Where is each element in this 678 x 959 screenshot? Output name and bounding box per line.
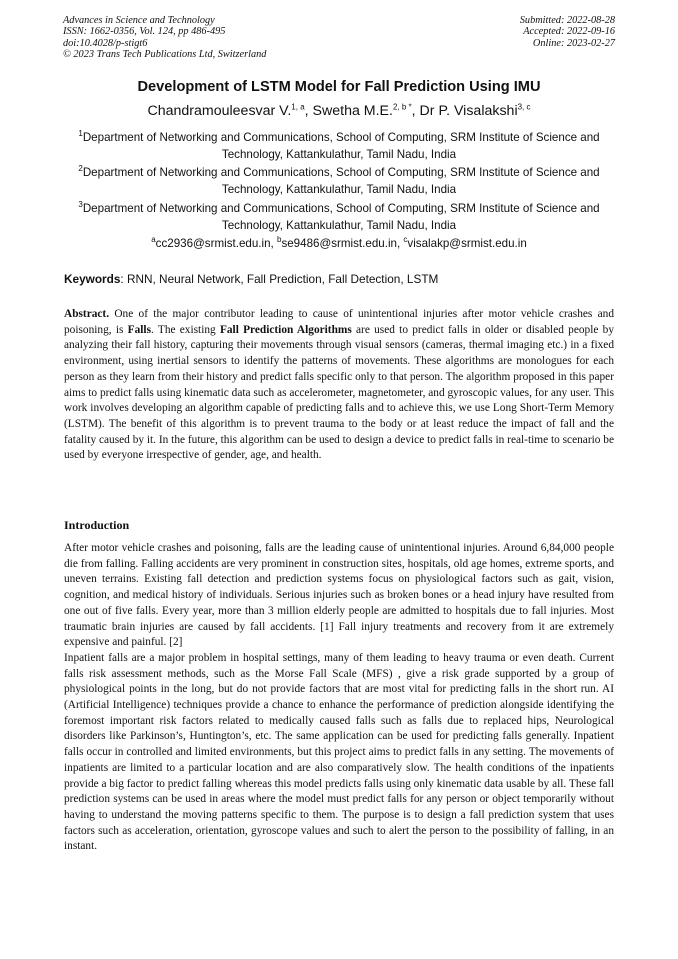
online-date: Online: 2023-02-27 xyxy=(532,37,615,49)
section-heading: Introduction xyxy=(64,518,130,532)
doi-line: doi:10.4028/p-stigt6 xyxy=(63,37,148,49)
abstract-bold: Falls xyxy=(127,323,151,336)
affiliation xyxy=(64,164,614,198)
keywords-line xyxy=(64,272,614,286)
affiliation-text: Department of Networking and Communications, School of Computing, SRM Institute of Science and Technology, Kattankulathur, Tamil Nadu, India xyxy=(82,202,600,232)
accepted-date: Accepted: 2022-09-16 xyxy=(523,26,615,38)
paragraph: Inpatient falls are a major problem in hospital settings, many of them leading to heavy trauma or even death. Current falls risk assessment methods, such as the Morse Fall Scale (MFS) , give a risk grade supported by a group of physiological points in the long, but do not provide factors that are most vital for predicting falls in the short run. AI (Artificial Intelligence) techniques provide a chance to enhance the performance of prediction alongside identifying the foremost important risk factors related to medically caused falls such as falls due to replaced hips, Neurological disorders like Parkinson’s, Huntington’s, etc. The same application can be used for predicting falls generally. Inpatient falls occur in controlled and limited environments, but this project aims to predict falls in any setting. The movements of inpatients are limited to a particular location and are also comparatively slow. The health conditions of the inpatients provide a big factor to predict falling whereas this model predicts falls using only kinematic data usable by all. These fall prediction systems can be used in areas where the model must predict falls for any person or object temporarily without having to understand the moving patterns specific to them. The purpose is to design a fall prediction system that uses factors such as acceleration, orientation, gyroscope values and such to alert the person to the possibility of falling, in an instant. xyxy=(64,651,614,853)
email-list: $^a$cc2936@srmist.edu.in, $^b$se9486@srmist.edu.in, $^c$visalakp@srmist.edu.in xyxy=(151,235,527,250)
submitted-date: Submitted: 2022-08-28 xyxy=(519,15,615,26)
paragraph: After motor vehicle crashes and poisoning, falls are the leading cause of unintentional injuries. Around 6,84,000 people die from falling. Falling accidents are very prominent in construction sites, hospitals, old age homes, extreme sports, and uneven terrains. Existing fall detection and prediction systems focus on physiological factors such as gait, vision, cognition, and medical history of individuals. Serious injuries such as broken bones or a head injury have resulted from one out of five falls. Every year, more than 3 million elderly people are admitted to hospitals due to fall injuries. Most traumatic brain injuries are caused by fall accidents. [1] Fall injury treatments and recovery from it are extremely expensive and painful. [2] xyxy=(64,542,614,649)
email-sup: a xyxy=(151,235,156,245)
email-link[interactable]: cc2936@srmist.edu.in xyxy=(155,237,271,250)
abstract xyxy=(64,307,614,464)
introduction-body xyxy=(64,541,614,855)
email-link[interactable]: visalakp@srmist.edu.in xyxy=(407,237,527,250)
affiliation-sup: 3 xyxy=(78,200,83,210)
affiliation xyxy=(64,129,614,163)
author-name: Chandramouleesvar V. xyxy=(147,103,292,119)
abstract-label: Abstract. xyxy=(64,308,110,320)
author-sup: 1, a xyxy=(291,102,305,112)
copyright-line: © 2023 Trans Tech Publications Ltd, Switzerland xyxy=(63,49,267,61)
affiliation-text: Department of Networking and Communications, School of Computing, SRM Institute of Science and Technology, Kattankulathur, Tamil Nadu, India xyxy=(82,166,600,196)
author-list: Chandramouleesvar V.$^{1, a}$, Swetha M.E.$^{2, b *}$, Dr P. Visalakshi$^{3, c}$ xyxy=(147,102,531,119)
abstract-text: are used to predict falls in older or disabled people by analyzing their fall history, capturing their movements through visual sensors (cameras, thermal imaging etc.) in a fixed environment, using inertial sensors to identify the patterns of movements. These algorithms are monologues for each person as they learn from their history and predict falls specific only to that person. The algorithm proposed in this paper aims to predict falls using kinematic data such as accelerometer, magnetometer, and gyroscopic values, for any user. This work involves developing an algorithm capable of predicting falls and to achieve this, we use Long Short-Term Memory (LSTM). The benefit of this algorithm is to prevent trauma to the body or at least reduce the impact of fall and the fatality caused by it. In the future, this algorithm can be used to design a device to predict falls in real-time to scenario be used by everyone irrespective of gender, age, and health. xyxy=(64,323,614,462)
affiliation-sup: 2 xyxy=(78,164,83,174)
abstract-text: One of the major contributor leading to cause of unintentional injuries after motor vehicle crashes and poisoning, is xyxy=(64,308,614,336)
keywords-label: Keywords xyxy=(64,272,121,286)
abstract-text: . The existing xyxy=(151,323,220,336)
journal-name: Advances in Science and Technology xyxy=(63,15,215,26)
dates-header xyxy=(520,15,615,49)
keywords-text: : RNN, Neural Network, Fall Prediction, Fall Detection, LSTM xyxy=(120,272,439,286)
email-link[interactable]: se9486@srmist.edu.in xyxy=(281,237,397,250)
affiliation-sup: 1 xyxy=(78,129,83,139)
author-name: Swetha M.E. xyxy=(312,103,393,119)
affiliation-text: Department of Networking and Communications, School of Computing, SRM Institute of Science and Technology, Kattankulathur, Tamil Nadu, India xyxy=(82,131,600,161)
email-sup: b xyxy=(276,235,282,245)
author-sup: 2, b * xyxy=(392,102,412,112)
issn-line: ISSN: 1662-0356, Vol. 124, pp 486-495 xyxy=(63,26,226,38)
paper-title: Development of LSTM Model for Fall Prediction Using IMU xyxy=(137,79,541,95)
email-sup: c xyxy=(403,235,408,245)
abstract-bold: Fall Prediction Algorithms xyxy=(219,323,352,336)
affiliation xyxy=(64,200,614,234)
author-name: Dr P. Visalakshi xyxy=(419,103,518,119)
journal-header xyxy=(63,15,266,61)
author-sup: 3, c xyxy=(517,102,531,112)
